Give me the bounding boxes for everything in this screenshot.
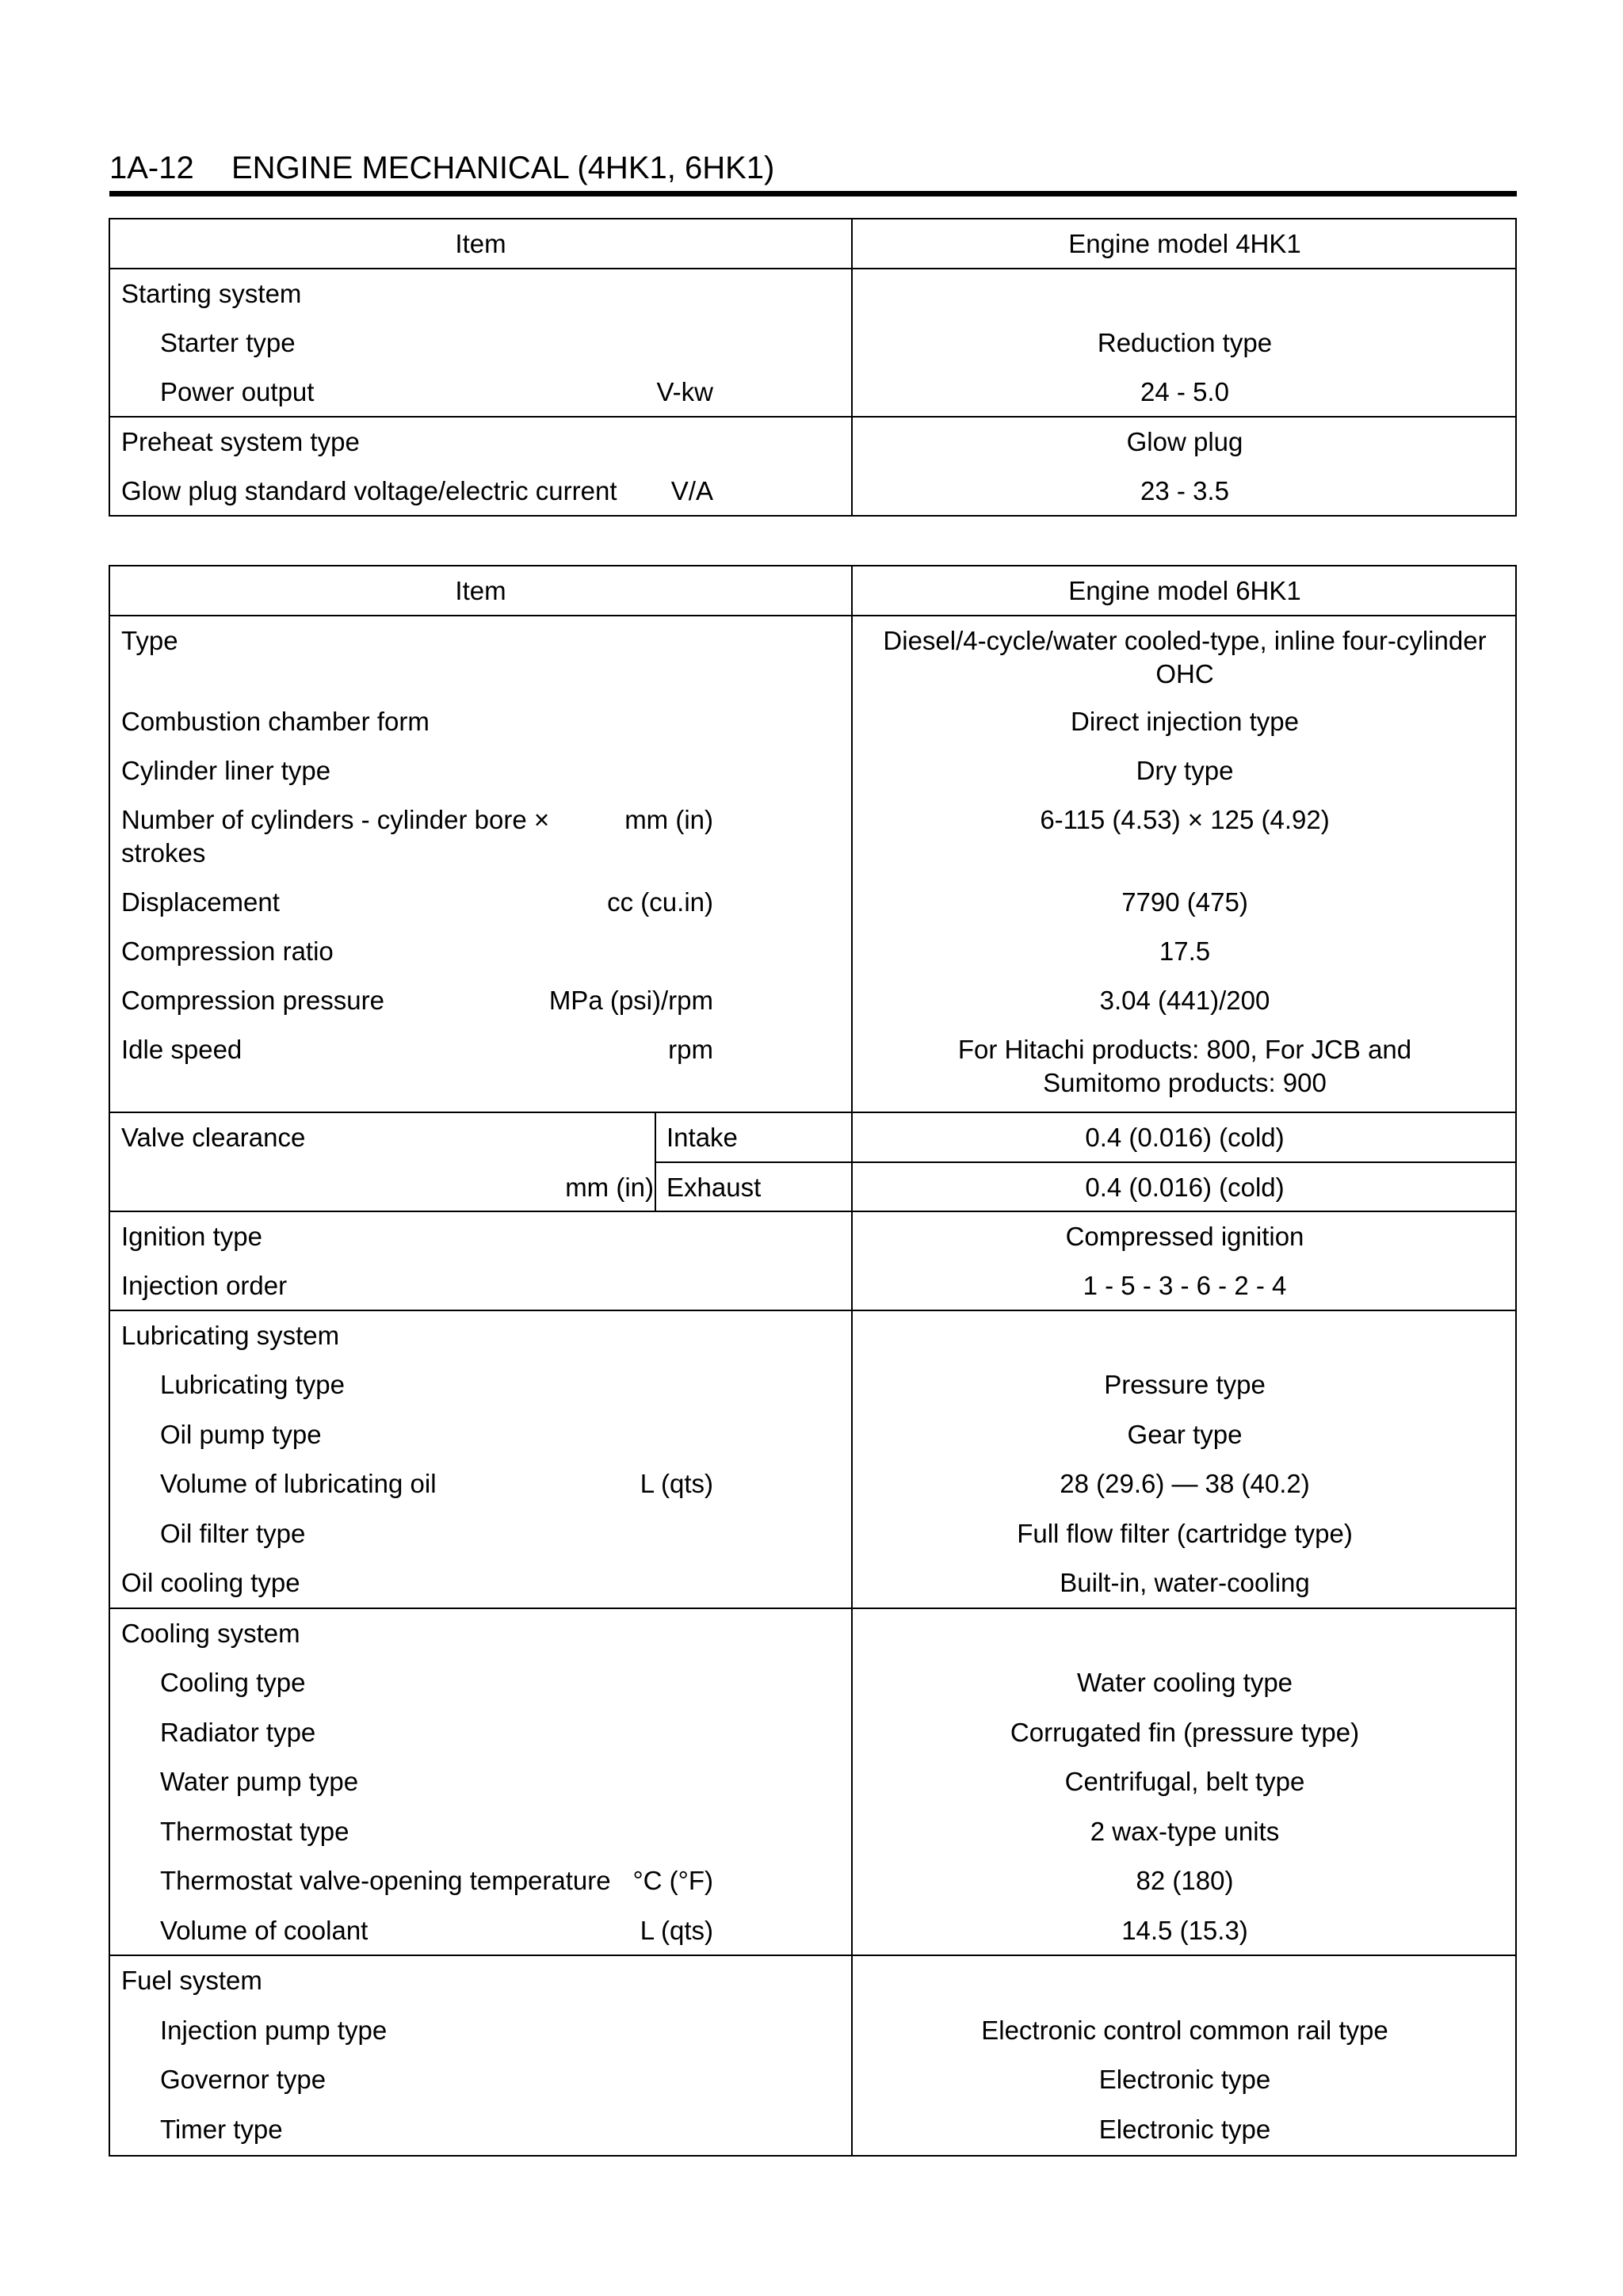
row-unit: L (qts) — [640, 1469, 713, 1498]
row-unit: V/A — [670, 476, 713, 505]
row-label: Thermostat type — [160, 1817, 349, 1846]
row-label: Radiator type — [160, 1718, 316, 1747]
table-header-row — [110, 219, 1515, 269]
row-label: Starting system — [121, 279, 302, 308]
spec-table-6hk1 — [109, 565, 1517, 2157]
row-value: 6-115 (4.53) × 125 (4.92) — [1040, 805, 1330, 834]
table-header-row — [110, 566, 1515, 616]
row-label: Volume of lubricating oil — [160, 1469, 437, 1498]
table-row — [110, 1708, 1515, 1757]
row-label: Ignition type — [121, 1222, 262, 1251]
row-value: Pressure type — [1104, 1370, 1266, 1399]
row-value: 3.04 (441)/200 — [1099, 986, 1270, 1015]
row-label: Compression pressure — [121, 986, 384, 1015]
row-value: 24 - 5.0 — [1140, 377, 1229, 406]
intake-value: 0.4 (0.016) (cold) — [1085, 1123, 1285, 1152]
row-label: Type — [121, 626, 178, 655]
row-label: Oil filter type — [160, 1519, 306, 1548]
table-row — [110, 976, 1515, 1025]
row-label: Lubricating system — [121, 1321, 340, 1350]
table-row — [110, 269, 1515, 318]
intake-label: Intake — [666, 1123, 738, 1152]
row-label: Governor type — [160, 2065, 327, 2094]
table-row — [110, 1558, 1515, 1608]
table-row — [110, 1509, 1515, 1558]
row-value: 7790 (475) — [1121, 887, 1248, 917]
row-unit: °C (°F) — [632, 1866, 713, 1895]
row-value: Glow plug — [1126, 427, 1243, 456]
row-unit: mm (in) — [624, 805, 713, 834]
row-unit: mm (in) — [565, 1173, 654, 1202]
table-row — [110, 1856, 1515, 1905]
table-row — [110, 616, 1515, 697]
table-row — [110, 1311, 1515, 1360]
row-label: Combustion chamber form — [121, 707, 430, 736]
table-row — [110, 467, 1515, 516]
table-row — [110, 1261, 1515, 1310]
table-row — [110, 368, 1515, 417]
row-value: Electronic type — [1098, 2115, 1271, 2144]
table-row — [110, 1025, 1515, 1112]
valve-clearance-row — [110, 1163, 1515, 1212]
row-label: Oil pump type — [160, 1420, 322, 1449]
row-value: Reduction type — [1097, 328, 1273, 357]
table-row — [110, 795, 1515, 878]
row-value: 14.5 (15.3) — [1121, 1916, 1248, 1945]
table-row — [110, 1757, 1515, 1806]
table-row — [110, 2105, 1515, 2154]
table-row — [110, 1410, 1515, 1459]
table-row — [110, 2006, 1515, 2055]
row-label: Injection pump type — [160, 2016, 388, 2045]
row-value: Dry type — [1136, 756, 1234, 785]
row-value: Gear type — [1127, 1420, 1243, 1449]
row-unit: V-kw — [656, 377, 713, 406]
row-value: Electronic control common rail type — [981, 2016, 1388, 2045]
table-row — [110, 746, 1515, 795]
row-value: 23 - 3.5 — [1140, 476, 1229, 505]
table-row — [110, 418, 1515, 467]
row-unit: cc (cu.in) — [607, 887, 713, 917]
row-label: Valve clearance — [121, 1123, 306, 1152]
header-item: Item — [455, 229, 506, 258]
row-value: Direct injection type — [1071, 707, 1299, 736]
row-value: Full flow filter (cartridge type) — [1017, 1519, 1353, 1548]
row-label: Oil cooling type — [121, 1568, 300, 1597]
row-value: 82 (180) — [1136, 1866, 1234, 1895]
row-label: Volume of coolant — [160, 1916, 369, 1945]
spec-table-4hk1 — [109, 218, 1517, 517]
row-unit: L (qts) — [640, 1916, 713, 1945]
row-label: Water pump type — [160, 1767, 359, 1796]
page-number: 1A-12 — [109, 151, 194, 185]
table-row — [110, 697, 1515, 746]
table-row — [110, 1609, 1515, 1658]
row-value: Built-in, water-cooling — [1060, 1568, 1310, 1597]
row-value: 28 (29.6) — 38 (40.2) — [1060, 1469, 1310, 1498]
row-label: Cylinder liner type — [121, 756, 331, 785]
table-row — [110, 878, 1515, 927]
row-label: Compression ratio — [121, 936, 334, 966]
row-value: Water cooling type — [1076, 1668, 1293, 1697]
row-unit: MPa (psi)/rpm — [548, 986, 713, 1015]
row-value: Corrugated fin (pressure type) — [1010, 1718, 1360, 1747]
valve-clearance-row — [110, 1113, 1515, 1162]
table-row — [110, 1360, 1515, 1409]
row-label: Timer type — [160, 2115, 283, 2144]
row-label: Preheat system type — [121, 427, 360, 456]
row-label: Power output — [160, 377, 315, 406]
row-label: Injection order — [121, 1271, 288, 1300]
row-value: 1 - 5 - 3 - 6 - 2 - 4 — [1083, 1271, 1287, 1300]
row-label: Idle speed — [121, 1035, 242, 1064]
table-row — [110, 2055, 1515, 2104]
page-header — [109, 143, 1517, 196]
exhaust-label: Exhaust — [666, 1173, 762, 1202]
row-label: Cooling type — [160, 1668, 306, 1697]
table-row — [110, 1906, 1515, 1955]
row-label: Number of cylinders - cylinder bore × strokes — [121, 805, 550, 868]
exhaust-value: 0.4 (0.016) (cold) — [1085, 1173, 1285, 1202]
row-label: Thermostat valve-opening temperature — [160, 1866, 611, 1895]
row-label: Displacement — [121, 887, 280, 917]
row-value: Electronic type — [1098, 2065, 1271, 2094]
header-engine-model: Engine model 4HK1 — [1068, 229, 1301, 258]
header-engine-model: Engine model 6HK1 — [1068, 576, 1301, 605]
row-label: Glow plug standard voltage/electric current — [121, 476, 617, 505]
header-item: Item — [455, 576, 506, 605]
row-value: Compressed ignition — [1065, 1222, 1304, 1251]
row-value: Diesel/4-cycle/water cooled-type, inline four-cylinder OHC — [883, 626, 1487, 688]
table-row — [110, 1459, 1515, 1508]
table-row — [110, 318, 1515, 368]
table-row — [110, 1658, 1515, 1707]
row-value: For Hitachi products: 800, For JCB and Sumitomo products: 900 — [957, 1035, 1412, 1097]
table-row — [110, 1212, 1515, 1261]
page-title: ENGINE MECHANICAL (4HK1, 6HK1) — [231, 151, 775, 185]
table-row — [110, 1956, 1515, 2005]
table-row — [110, 927, 1515, 976]
row-label: Cooling system — [121, 1619, 300, 1648]
row-value: 17.5 — [1159, 936, 1211, 966]
row-label: Lubricating type — [160, 1370, 345, 1399]
row-unit: rpm — [668, 1035, 713, 1064]
row-label: Fuel system — [121, 1966, 262, 1995]
row-value: 2 wax-type units — [1090, 1817, 1280, 1846]
row-label: Starter type — [160, 328, 296, 357]
row-value: Centrifugal, belt type — [1064, 1767, 1305, 1796]
table-row — [110, 1807, 1515, 1856]
